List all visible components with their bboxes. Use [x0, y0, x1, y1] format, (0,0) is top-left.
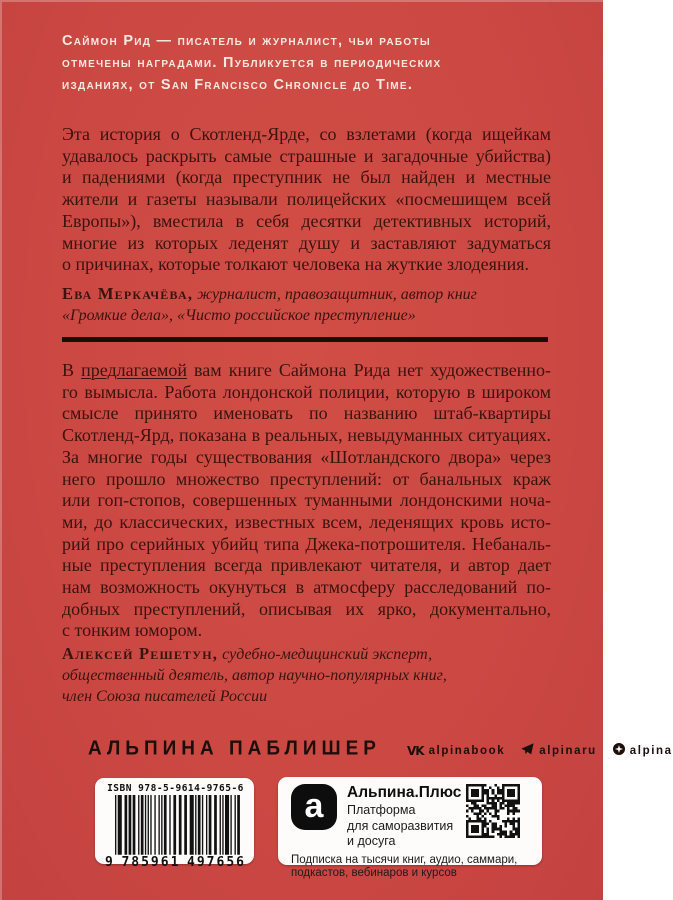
review-text-reshetun	[62, 360, 551, 642]
press-quote	[62, 31, 552, 96]
reviewer-name: Алексей Решетун,	[62, 644, 219, 663]
barcode-digits	[105, 856, 246, 870]
social-zen	[613, 742, 673, 760]
social-telegram	[521, 742, 597, 760]
ean13-barcode	[115, 795, 244, 855]
text-line: многие из которых леденят душу и заставляют задуматься	[62, 232, 551, 253]
publisher-logo: АЛЬПИНА ПАБЛИШЕР	[88, 737, 381, 760]
text-line: добных преступлений, описывая их ярко, документально,	[62, 598, 551, 619]
text-line: «Громкие дела», «Чисто российское преступление»	[62, 307, 416, 324]
attribution-line	[62, 643, 551, 665]
review-attribution-merkacheva	[62, 283, 551, 326]
text-line: Европы»), вместила в себя десятки детективных историй,	[62, 210, 551, 231]
text-line: отмечены наградами. Публикуется в периодических	[62, 54, 442, 71]
review-text-merkacheva	[62, 124, 551, 276]
social-handle: alpina	[629, 745, 673, 757]
zen-icon	[613, 742, 625, 760]
text-line: рий про серийных убийц типа Джека-потрошителя. Небаналь-	[62, 533, 551, 554]
app-card-texts	[347, 784, 460, 850]
text-line: изданиях, от San Francisco Chronicle до Time.	[62, 76, 414, 93]
telegram-icon	[521, 742, 534, 760]
text-line: го вымысла. Работа лондонской полиции, которую в широком	[62, 381, 551, 402]
text-line: ные преступления всегда привлекают читателя, и автор дает	[62, 555, 551, 576]
text-line: подкастов, вебинаров и курсов	[291, 867, 457, 879]
text-line: жители и газеты называли полицейских «посмешищем всей	[62, 189, 551, 210]
text-line: удавалось раскрыть самые страшные и загадочные убийства)	[62, 145, 551, 166]
text-line: ми, до классических, известных всем, леденящих кровь исто-	[62, 511, 551, 532]
app-title: Альпина.Плюс	[347, 784, 462, 801]
text-line: нам возможность окунуться в атмосферу расследований по-	[62, 577, 551, 598]
barcode-digit-group: 9	[105, 854, 115, 870]
alpina-app-icon: а	[291, 784, 337, 830]
text-line: смысле принято именовать по названию штаб-квартиры	[62, 403, 551, 424]
app-caption	[291, 854, 530, 881]
text-line: и падениями (когда преступник не был найден и местные	[62, 167, 551, 188]
social-handle: alpinabook	[428, 745, 506, 757]
isbn-number: ISBN 978-5-9614-9765-6	[107, 783, 244, 794]
social-handle: alpinaru	[539, 745, 597, 757]
text-line: Подписка на тысячи книг, аудио, саммари,	[291, 853, 518, 866]
alpina-plus-card	[278, 777, 542, 879]
reviewer-role: журналист, правозащитник, автор книг	[197, 286, 477, 303]
text-line: общественный деятель, автор научно-популярных книг,	[62, 667, 447, 684]
text-line: него прошло множество преступлений: от банальных краж	[62, 468, 551, 489]
barcode-digit-group: 785961	[121, 854, 181, 870]
app-card-header	[291, 784, 530, 850]
reviewer-credentials	[62, 665, 551, 707]
text-line: и досуга	[347, 834, 396, 848]
text-line: За многие годы существования «Шотландского двора» через	[62, 446, 551, 467]
text-line: Эта история о Скотленд-Ярде, со взлетами (когда ищейкам	[62, 124, 551, 144]
social-vk	[407, 744, 505, 758]
isbn-barcode-card	[95, 778, 254, 870]
text-line: для саморазвития	[347, 818, 454, 833]
text-line: или гоп-стопов, совершенных туманными лондонскими ноча-	[62, 490, 551, 511]
text-line: о причинах, которые толкают человека на жуткие злодеяния.	[62, 254, 529, 275]
barcode-digit-group: 497656	[187, 854, 246, 870]
attribution-line	[62, 283, 551, 305]
vk-icon: VK	[406, 744, 424, 758]
qr-code	[466, 784, 520, 838]
text-line: член Союза писателей России	[62, 688, 268, 705]
app-subtitle	[347, 803, 460, 850]
publisher-socials	[407, 742, 673, 760]
section-divider	[62, 337, 548, 342]
text-line: В предлагаемой вам книге Саймона Рида нет художественно-	[62, 360, 551, 380]
reviewer-credentials	[62, 305, 551, 326]
review-attribution-reshetun	[62, 643, 551, 707]
text-line: Платформа	[347, 803, 416, 817]
text-line: с тонким юмором.	[62, 620, 203, 641]
reviewer-role: судебно-медицинский эксперт,	[222, 646, 433, 663]
text-line: Саймон Рид — писатель и журналист, чьи работы	[62, 33, 431, 49]
publisher-row	[88, 737, 673, 760]
reviewer-name: Ева Меркачёва,	[62, 284, 194, 303]
text-line: Скотленд-Ярд, показана в реальных, невыдуманных ситуациях.	[62, 425, 551, 446]
